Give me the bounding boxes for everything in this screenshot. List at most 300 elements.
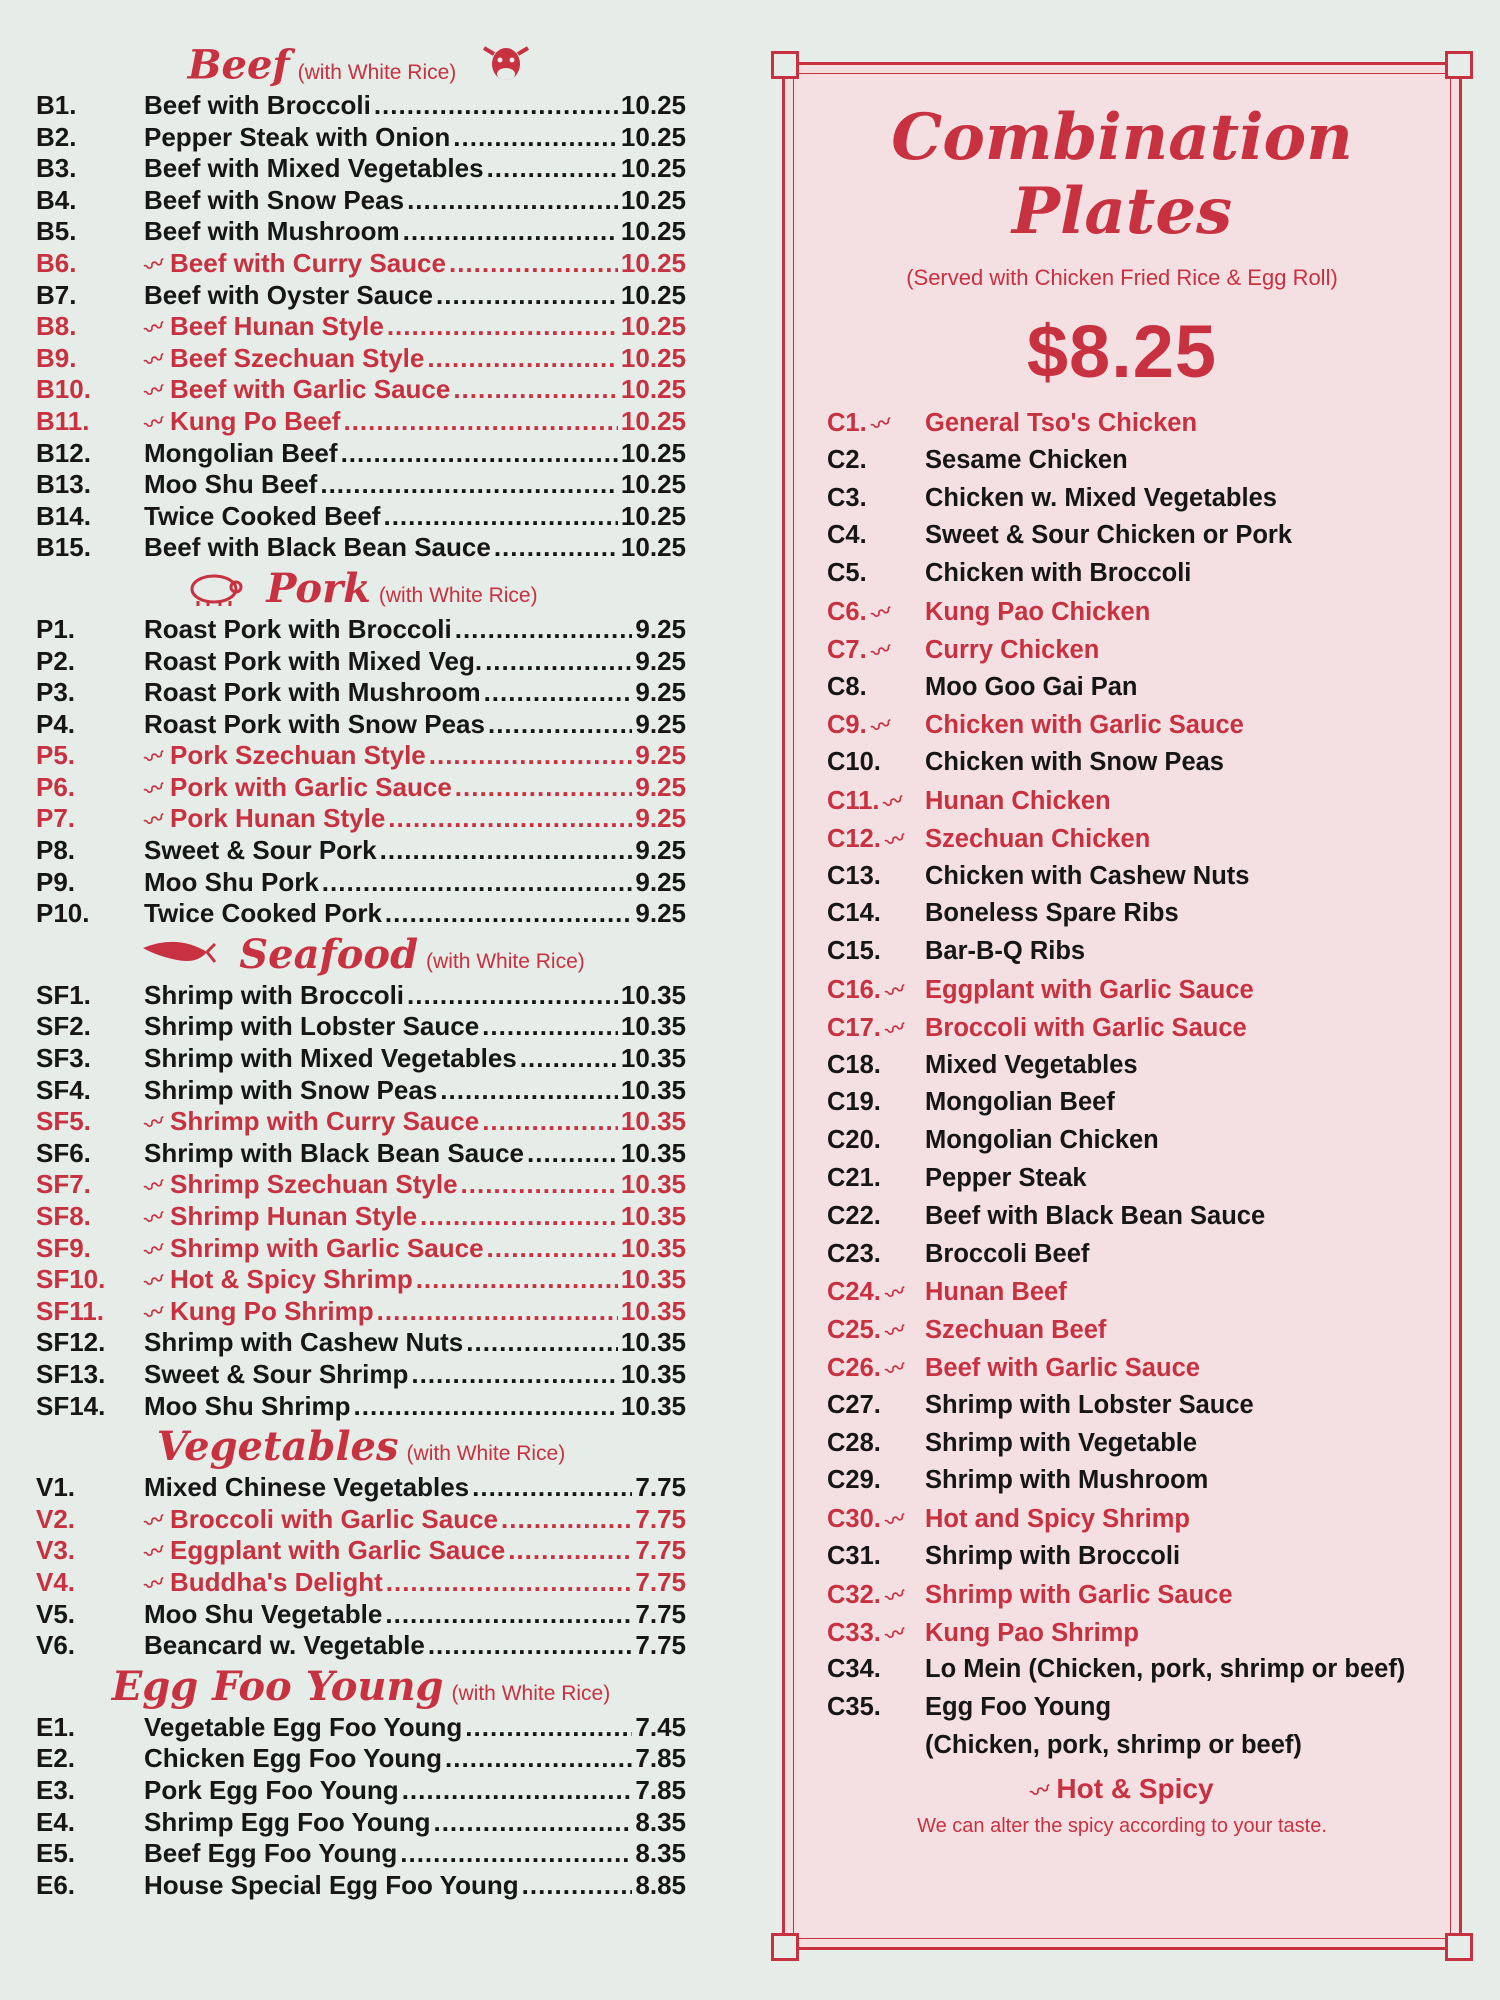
item-name-wrap	[141, 1535, 506, 1567]
item-name-wrap	[141, 740, 426, 772]
item-code: P2.	[36, 645, 76, 676]
item-price: 10.25	[620, 532, 686, 563]
item-price: 10.35	[620, 1264, 686, 1295]
section-title: Egg Foo Young	[111, 1662, 444, 1710]
item-code: V5.	[36, 1598, 76, 1629]
menu-item	[36, 1838, 686, 1870]
corner-ornament	[771, 1933, 799, 1961]
item-price: 9.25	[635, 708, 686, 739]
item-code-wrap	[827, 1429, 925, 1458]
item-code: SF4.	[36, 1074, 91, 1105]
menu-item	[36, 1712, 686, 1744]
item-code: C26.	[827, 1353, 881, 1382]
chili-pepper-icon: 〰	[141, 1268, 169, 1296]
item-name: Mongolian Chicken	[925, 1126, 1159, 1155]
combination-item	[827, 597, 1459, 635]
dot-leader	[387, 311, 618, 342]
item-code: P7.	[36, 803, 76, 834]
item-name-wrap	[144, 1327, 463, 1358]
chili-pepper-icon: 〰	[141, 1110, 169, 1138]
item-name: Beef Hunan Style	[170, 311, 384, 342]
combination-title-line2: Plates	[1011, 174, 1233, 249]
chili-pepper-icon: 〰	[868, 411, 895, 439]
item-price: 10.25	[620, 121, 686, 152]
item-price: 9.25	[635, 613, 686, 644]
item-code-wrap	[827, 975, 925, 1005]
item-price: 9.25	[635, 771, 686, 802]
dot-leader	[436, 280, 618, 311]
menu-item	[36, 153, 686, 185]
item-name-wrap	[144, 153, 484, 184]
item-code: E5.	[36, 1838, 76, 1869]
menu-item	[36, 501, 686, 533]
item-price: 7.45	[635, 1711, 686, 1742]
item-price: 8.35	[635, 1806, 686, 1837]
item-code-wrap	[827, 1164, 925, 1193]
menu-item	[36, 614, 686, 646]
chili-pepper-icon: 〰	[141, 1299, 169, 1328]
item-name: House Special Egg Foo Young	[144, 1869, 519, 1900]
chili-pepper-icon: 〰	[868, 713, 895, 741]
item-price: 9.25	[635, 866, 686, 897]
combination-item	[827, 1277, 1459, 1315]
section-header-vegetables	[36, 1422, 686, 1472]
dot-leader	[508, 1535, 632, 1566]
dot-leader	[385, 898, 632, 929]
menu-item	[36, 980, 686, 1012]
menu-item	[36, 677, 686, 709]
item-price: 10.35	[620, 1358, 686, 1389]
item-name: Shrimp with Lobster Sauce	[144, 1011, 480, 1042]
menu-item	[36, 280, 686, 312]
dot-leader	[341, 438, 618, 469]
chili-pepper-icon: 〰	[141, 1571, 169, 1599]
item-name-wrap	[144, 898, 382, 929]
menu-item	[36, 1106, 686, 1138]
item-price: 10.25	[620, 405, 686, 436]
combination-item	[827, 446, 1459, 484]
menu-item	[36, 185, 686, 217]
corner-ornament	[1445, 51, 1473, 79]
item-code: B1.	[36, 90, 77, 120]
dot-leader	[380, 835, 633, 866]
item-name: Kung Po Shrimp	[170, 1295, 374, 1326]
c35-continuation: (Chicken, pork, shrimp or beef)	[925, 1730, 1302, 1759]
item-name: Roast Pork with Mushroom	[144, 677, 481, 708]
item-name: Chicken with Snow Peas	[925, 748, 1224, 777]
item-price: 10.35	[620, 1074, 686, 1105]
item-code: V6.	[36, 1630, 76, 1661]
item-code: C5.	[827, 559, 867, 588]
item-code: B2.	[36, 121, 77, 152]
item-name: Sweet & Sour Pork	[144, 835, 377, 866]
left-menu-column	[36, 40, 686, 1901]
dot-leader	[487, 1233, 618, 1264]
combination-item	[827, 635, 1459, 673]
item-code: B13.	[36, 469, 91, 500]
item-name-wrap	[144, 185, 404, 216]
combination-item	[827, 937, 1459, 975]
item-name: Moo Shu Beef	[144, 469, 318, 500]
item-name-wrap	[144, 216, 400, 247]
dot-leader	[453, 122, 618, 153]
item-name: Shrimp with Mixed Vegetables	[144, 1043, 517, 1074]
menu-item	[36, 469, 686, 501]
chili-pepper-icon: 〰	[882, 826, 909, 855]
item-code: C14.	[827, 899, 881, 928]
item-code: SF14.	[36, 1390, 106, 1421]
menu-item	[36, 740, 686, 772]
item-price: 9.25	[635, 898, 686, 929]
menu-item	[36, 835, 686, 867]
item-name: Beef with Black Bean Sauce	[925, 1201, 1266, 1230]
item-code: P5.	[36, 740, 76, 771]
menu-item	[36, 772, 686, 804]
combination-item	[827, 521, 1459, 559]
item-code-wrap	[827, 1088, 925, 1117]
item-code-wrap	[827, 1315, 925, 1345]
menu-item	[36, 1233, 686, 1265]
item-price: 10.35	[620, 1011, 686, 1042]
item-name: Roast Pork with Snow Peas	[144, 708, 485, 739]
item-name: Shrimp with Broccoli	[144, 979, 405, 1010]
item-price: 10.35	[620, 979, 686, 1010]
item-code: C34.	[827, 1655, 881, 1684]
combination-item	[827, 1429, 1459, 1467]
item-name-wrap	[144, 1043, 517, 1074]
item-code-wrap	[827, 1466, 925, 1495]
item-code: V4.	[36, 1566, 76, 1597]
chili-pepper-icon: 〰	[141, 807, 169, 836]
combination-title	[785, 101, 1459, 249]
item-name: Pork Hunan Style	[170, 803, 386, 834]
item-price: 10.35	[620, 1295, 686, 1326]
item-code-wrap	[827, 1240, 925, 1269]
item-code-wrap	[827, 1391, 925, 1420]
combination-item	[827, 1542, 1459, 1580]
menu-item	[36, 898, 686, 930]
dot-leader	[461, 1169, 618, 1200]
item-name: Beef with Broccoli	[144, 90, 371, 120]
chili-pepper-icon: 〰	[882, 1015, 909, 1044]
item-name: Egg Foo Young	[925, 1693, 1112, 1722]
dot-leader	[472, 1472, 632, 1503]
dot-leader	[482, 1106, 618, 1137]
item-name-wrap	[144, 835, 377, 866]
item-price: 10.35	[620, 1106, 686, 1137]
dot-leader	[374, 90, 618, 121]
item-code-wrap	[827, 446, 925, 475]
item-name: Bar-B-Q Ribs	[925, 937, 1086, 966]
item-name: Hot and Spicy Shrimp	[925, 1505, 1190, 1534]
dot-leader	[487, 153, 618, 184]
item-code: E3.	[36, 1774, 76, 1805]
item-code: C19.	[827, 1088, 881, 1117]
item-price: 7.85	[635, 1774, 686, 1805]
item-code: B10.	[36, 374, 91, 405]
item-name-wrap	[144, 1472, 469, 1503]
combination-item	[827, 1391, 1459, 1429]
item-name-wrap	[141, 1295, 374, 1328]
item-name-wrap	[144, 1838, 397, 1869]
item-name: Moo Shu Pork	[144, 866, 319, 897]
chili-pepper-icon: 〰	[141, 1507, 169, 1536]
dot-leader	[455, 614, 633, 645]
item-price: 9.25	[635, 803, 686, 834]
menu-item	[36, 709, 686, 741]
combination-item	[827, 824, 1459, 862]
item-name-wrap	[144, 1391, 351, 1422]
item-name: Eggplant with Garlic Sauce	[170, 1535, 506, 1566]
item-code-wrap	[827, 1126, 925, 1155]
corner-ornament	[771, 51, 799, 79]
chili-pepper-icon: 〰	[868, 600, 895, 628]
item-name-wrap	[141, 311, 384, 343]
section-subtitle: (with White Rice)	[406, 1442, 566, 1466]
dot-leader	[453, 374, 618, 405]
item-price: 10.35	[620, 1043, 686, 1074]
menu-item	[36, 1472, 686, 1504]
item-code-wrap	[827, 559, 925, 588]
chili-pepper-icon: 〰	[141, 775, 169, 804]
item-name: Broccoli Beef	[925, 1239, 1090, 1268]
item-code: C11.	[827, 786, 880, 815]
item-name: Shrimp with Broccoli	[925, 1541, 1181, 1570]
item-name: Sesame Chicken	[925, 445, 1128, 474]
item-name: Sweet & Sour Chicken or Pork	[925, 521, 1293, 550]
item-name-wrap	[144, 980, 404, 1011]
item-code: C35.	[827, 1693, 881, 1722]
item-code: SF9.	[36, 1232, 91, 1263]
item-name-wrap	[141, 803, 386, 836]
item-name-wrap	[144, 501, 380, 532]
combination-item	[827, 1240, 1459, 1278]
item-name: Curry Chicken	[925, 635, 1100, 664]
item-name: Shrimp Egg Foo Young	[144, 1806, 431, 1837]
item-name: Lo Mein (Chicken, pork, shrimp or beef)	[925, 1655, 1406, 1684]
item-name: Moo Goo Gai Pan	[925, 672, 1138, 701]
item-price: 10.25	[620, 500, 686, 531]
combination-item	[827, 1504, 1459, 1542]
item-name: Kung Pao Chicken	[925, 597, 1151, 626]
item-code: B11.	[36, 405, 90, 436]
item-name: Shrimp with Mushroom	[925, 1466, 1209, 1495]
section-header-seafood	[36, 930, 686, 980]
item-code: SF12.	[36, 1327, 106, 1358]
item-code: P10.	[36, 898, 90, 929]
item-code: C25.	[827, 1316, 881, 1345]
menu-item	[36, 1630, 686, 1662]
item-name: Beancard w. Vegetable	[144, 1630, 425, 1661]
item-price: 10.25	[620, 184, 686, 215]
item-name-wrap	[141, 374, 451, 406]
dot-leader	[411, 1359, 618, 1390]
item-name: Moo Shu Vegetable	[144, 1598, 383, 1629]
item-code: C9.	[827, 711, 867, 740]
item-code: C8.	[827, 672, 867, 701]
combination-item	[827, 408, 1459, 446]
dot-leader	[320, 469, 618, 500]
dot-leader	[488, 709, 632, 740]
item-price: 7.75	[635, 1503, 686, 1534]
combination-item	[827, 1051, 1459, 1089]
item-code: B4.	[36, 184, 77, 215]
item-code: C22.	[827, 1201, 881, 1230]
chili-pepper-icon: 〰	[141, 744, 169, 772]
item-name: Shrimp with Lobster Sauce	[925, 1390, 1254, 1419]
chili-pepper-icon: 〰	[141, 1173, 169, 1201]
item-name: Broccoli with Garlic Sauce	[925, 1013, 1247, 1042]
menu-item	[36, 1011, 686, 1043]
chili-pepper-icon: 〰	[141, 410, 169, 438]
item-name: Kung Po Beef	[170, 405, 341, 436]
menu-item	[36, 803, 686, 835]
item-code: P8.	[36, 835, 76, 866]
item-code: P3.	[36, 677, 76, 708]
item-code: P1.	[36, 613, 76, 644]
chili-pepper-icon: 〰	[882, 1280, 909, 1308]
item-price: 7.85	[635, 1743, 686, 1774]
dot-leader	[484, 677, 633, 708]
item-name: Moo Shu Shrimp	[144, 1390, 351, 1421]
item-name-wrap	[141, 1106, 480, 1138]
menu-item	[36, 1743, 686, 1775]
dot-leader	[416, 1264, 618, 1295]
item-code-wrap	[827, 635, 925, 665]
item-code-wrap	[827, 1504, 925, 1534]
chili-pepper-icon: 〰	[882, 1356, 909, 1384]
item-code-wrap	[827, 899, 925, 928]
item-name-wrap	[141, 247, 446, 280]
item-code: C33.	[827, 1618, 881, 1647]
item-price: 10.25	[620, 216, 686, 247]
combination-item	[827, 1655, 1459, 1693]
combination-item	[827, 710, 1459, 748]
item-name: Twice Cooked Beef	[144, 500, 381, 531]
chili-pepper-icon: 〰	[141, 1205, 169, 1233]
item-price: 10.25	[620, 437, 686, 468]
chili-pepper-icon: 〰	[141, 346, 169, 375]
combination-item	[827, 786, 1459, 824]
dot-leader	[522, 1870, 633, 1901]
chili-pepper-icon: 〰	[141, 378, 169, 406]
item-name: Shrimp with Garlic Sauce	[925, 1580, 1233, 1609]
section-header-beef	[36, 40, 686, 90]
item-name-wrap	[144, 1599, 382, 1630]
menu-item	[36, 343, 686, 375]
chili-pepper-icon: 〰	[141, 315, 169, 343]
item-name-wrap	[141, 342, 425, 375]
item-name: Beef Egg Foo Young	[144, 1838, 398, 1869]
menu-item	[36, 1043, 686, 1075]
menu-item	[36, 1599, 686, 1631]
item-name: Beef with Snow Peas	[144, 184, 405, 215]
dot-leader	[407, 185, 618, 216]
chili-pepper-icon: 〰	[882, 1582, 909, 1611]
item-price: 7.75	[635, 1472, 686, 1503]
dot-leader	[485, 646, 632, 677]
item-price: 7.75	[635, 1535, 686, 1566]
item-code: C12.	[827, 824, 881, 853]
item-code: C16.	[827, 975, 881, 1004]
chili-pepper-icon: 〰	[868, 637, 895, 666]
item-name-wrap	[144, 90, 371, 121]
item-code: C6.	[827, 597, 867, 626]
item-price: 9.25	[635, 677, 686, 708]
section-title: Vegetables	[156, 1423, 399, 1471]
dot-leader	[420, 1201, 618, 1232]
corner-ornament	[1445, 1933, 1473, 1961]
item-code: B12.	[36, 437, 91, 468]
item-code: E1.	[36, 1711, 76, 1742]
item-name: Pork Egg Foo Young	[144, 1774, 399, 1805]
item-code: V3.	[36, 1535, 76, 1566]
item-name: Chicken with Garlic Sauce	[925, 711, 1244, 740]
item-name: Shrimp with Garlic Sauce	[170, 1232, 484, 1263]
item-name-wrap	[144, 1075, 437, 1106]
item-name: Kung Pao Shrimp	[925, 1618, 1139, 1647]
menu-item	[36, 216, 686, 248]
dot-leader	[429, 740, 633, 771]
item-name: Broccoli with Garlic Sauce	[170, 1503, 498, 1534]
item-code-wrap	[827, 937, 925, 966]
chili-pepper-icon: 〰	[881, 789, 908, 817]
dot-leader	[433, 1807, 632, 1838]
menu-item	[36, 1201, 686, 1233]
item-price: 10.35	[620, 1169, 686, 1200]
section-title: Beef	[187, 41, 290, 89]
item-name: Twice Cooked Pork	[144, 898, 382, 929]
item-name-wrap	[144, 122, 450, 153]
dot-leader	[385, 1599, 632, 1630]
item-name: Shrimp with Cashew Nuts	[144, 1327, 464, 1358]
combination-item	[827, 1088, 1459, 1126]
item-name: Mongolian Beef	[925, 1088, 1115, 1117]
item-code-wrap	[827, 748, 925, 777]
item-code: C1.	[827, 409, 867, 437]
item-code: C21.	[827, 1163, 881, 1192]
item-name-wrap	[141, 1566, 383, 1599]
item-code: E2.	[36, 1743, 76, 1774]
item-code: C10.	[827, 748, 881, 777]
item-name: Beef with Oyster Sauce	[144, 279, 433, 310]
item-code-wrap	[827, 824, 925, 854]
combination-item	[827, 559, 1459, 597]
menu-item	[36, 248, 686, 280]
item-code-wrap	[827, 597, 925, 627]
combination-item	[827, 1202, 1459, 1240]
item-name: Beef with Garlic Sauce	[925, 1353, 1200, 1382]
item-code-wrap	[827, 1655, 925, 1684]
item-code: SF13.	[36, 1358, 106, 1389]
combination-title-line1: Combination	[891, 100, 1353, 175]
item-name-wrap	[144, 532, 491, 563]
item-price: 10.25	[620, 311, 686, 342]
item-name: Roast Pork with Mixed Veg.	[144, 645, 483, 676]
item-code: SF10.	[36, 1264, 106, 1295]
item-name: Beef with Black Bean Sauce	[144, 532, 491, 563]
item-code: B8.	[36, 311, 77, 342]
menu-item	[36, 1504, 686, 1536]
item-code: C3.	[827, 483, 867, 512]
menu-item	[36, 1567, 686, 1599]
item-code: SF7.	[36, 1169, 91, 1200]
dot-leader	[482, 1011, 618, 1042]
item-name-wrap	[144, 1712, 462, 1743]
item-code-wrap	[827, 1618, 925, 1648]
item-code: B14.	[36, 500, 91, 531]
dot-leader	[386, 1567, 633, 1598]
